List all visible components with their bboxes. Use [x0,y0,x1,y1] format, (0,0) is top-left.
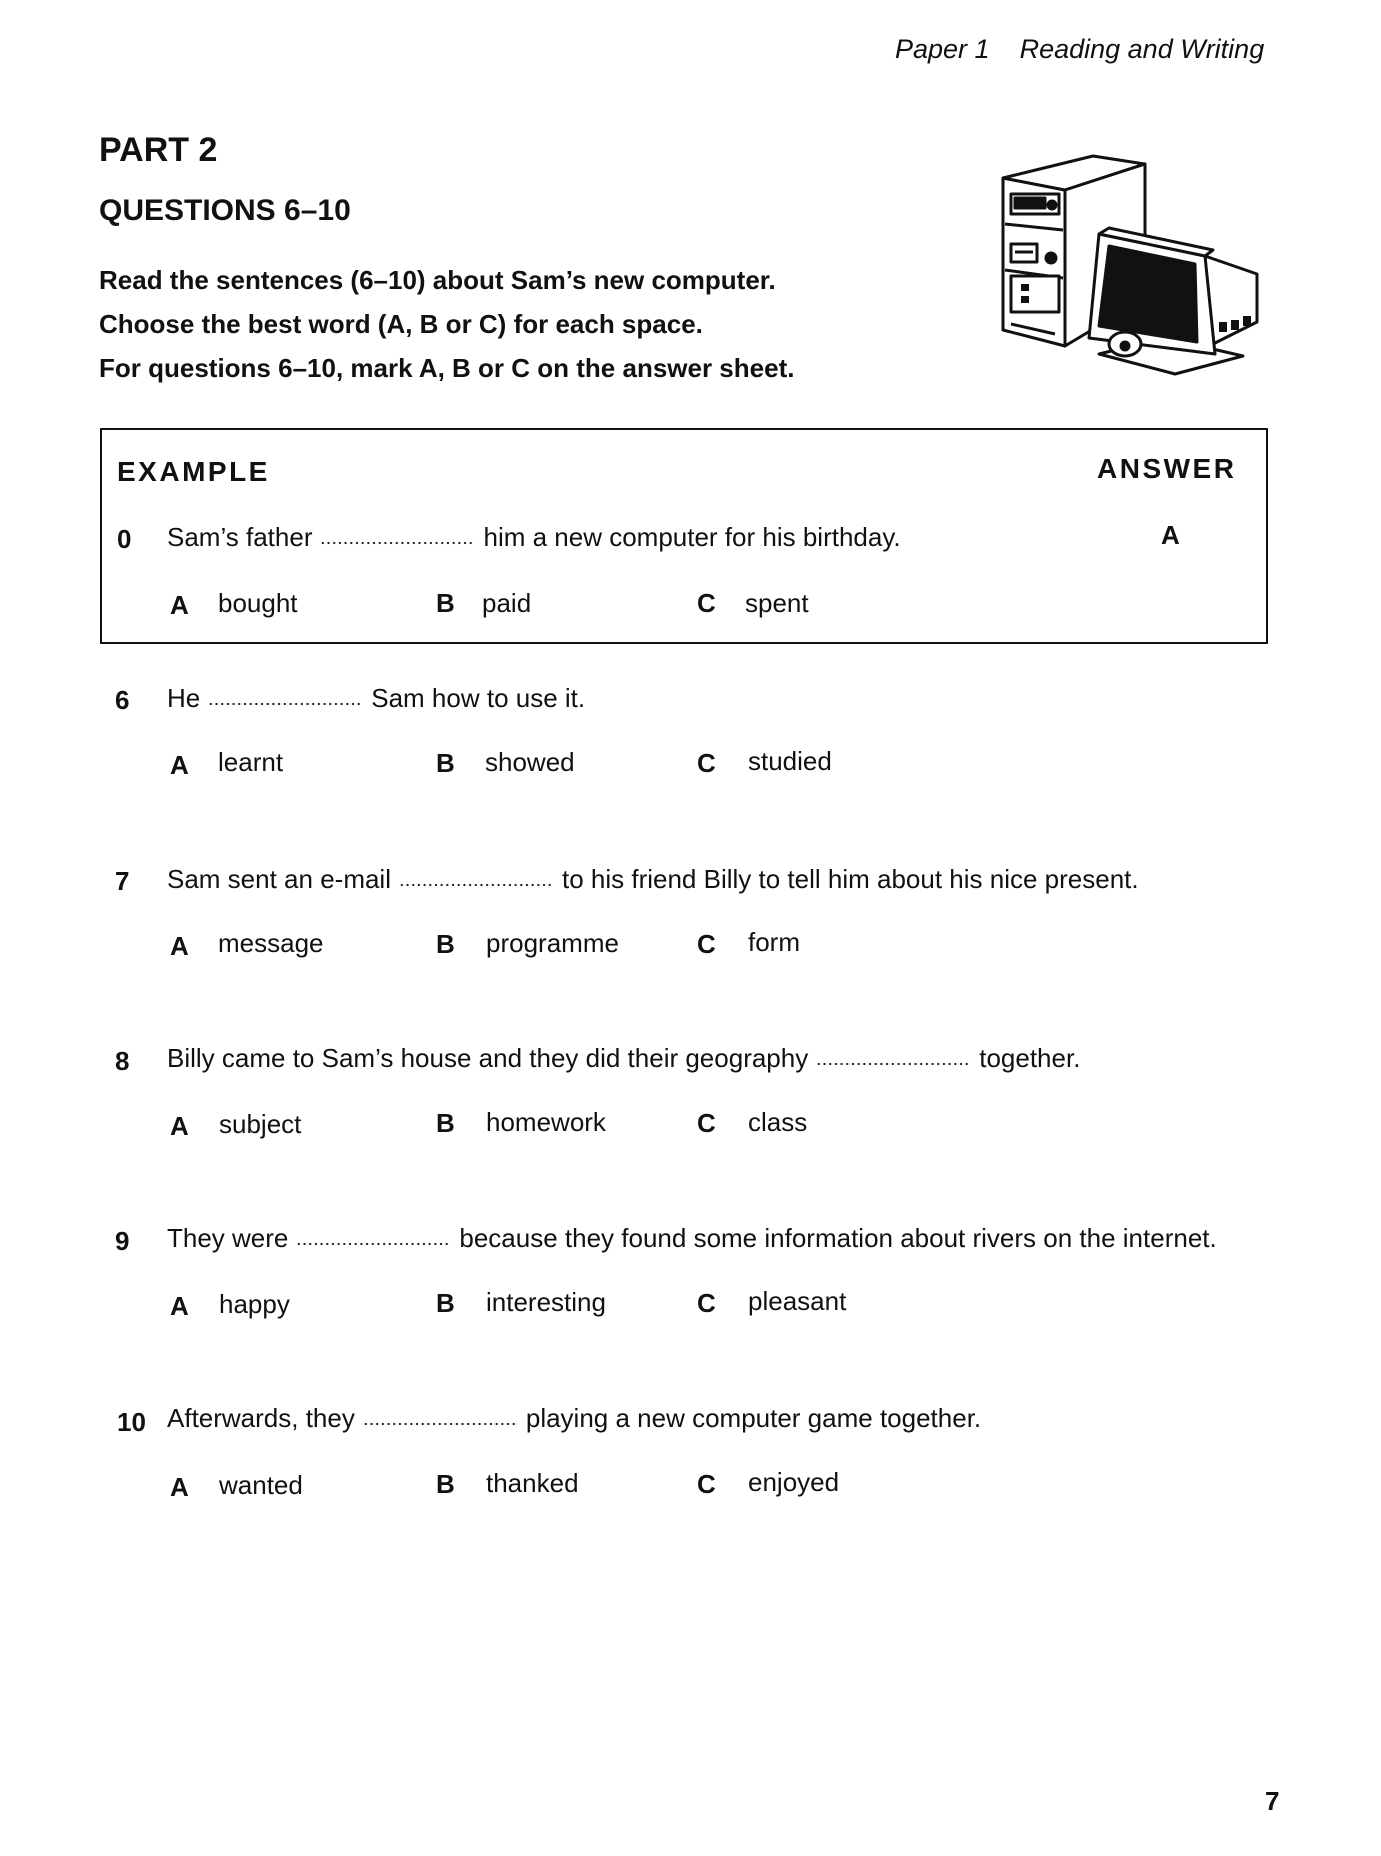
option-word: learnt [218,747,284,777]
option-a[interactable]: A [170,1291,189,1321]
option-a[interactable]: A [170,1472,189,1502]
option-a[interactable]: A [170,750,189,780]
questions-range-title: QUESTIONS 6–10 [99,194,351,227]
section-label: Reading and Writing [1019,34,1265,64]
blank-dots [363,1421,518,1427]
sentence-before: He [167,683,201,713]
instruction-line: Read the sentences (6–10) about Sam’s new computer. [99,265,776,295]
sentence-after: him a new computer for his birthday. [483,522,901,552]
instruction-line: For questions 6–10, mark A, B or C on the answer sheet. [99,353,795,383]
option-a[interactable]: A [170,1111,189,1141]
option-word: pleasant [748,1286,847,1316]
question-sentence [167,1403,981,1434]
question-number: 7 [115,866,130,896]
sentence-before: Sam sent an e-mail [167,864,391,894]
option-word: programme [486,928,619,958]
option-word: interesting [486,1287,606,1317]
option-c[interactable]: C [697,1108,716,1138]
option-b[interactable]: B [436,1288,455,1318]
option-word: studied [748,746,832,776]
option-word: happy [219,1289,290,1319]
example-sentence [167,522,901,553]
part-title: PART 2 [99,131,218,169]
blank-dots [296,1241,451,1247]
blank-dots [816,1061,971,1067]
example-answer: A [1161,520,1180,550]
option-word: homework [486,1107,606,1137]
option-b[interactable]: B [436,929,455,959]
running-header [895,34,1264,65]
sentence-before: They were [167,1223,289,1253]
sentence-after: to his friend Billy to tell him about his nice present. [561,864,1139,894]
option-letter: B [436,588,455,618]
blank-dots [399,882,554,888]
question-sentence [167,683,585,714]
page-number: 7 [1265,1786,1280,1816]
sentence-after: because they found some information about rivers on the internet. [459,1223,1217,1253]
example-label: EXAMPLE [117,456,270,487]
sentence-after: playing a new computer game together. [525,1403,982,1433]
option-c[interactable]: C [697,929,716,959]
option-word: thanked [486,1468,579,1498]
option-b[interactable]: B [436,1108,455,1138]
sentence-before: Afterwards, they [167,1403,355,1433]
option-letter: C [697,588,716,618]
option-b[interactable]: B [436,748,455,778]
option-letter: A [170,590,189,620]
option-b[interactable]: B [436,1469,455,1499]
option-word: paid [482,588,532,618]
option-word: message [218,928,324,958]
blank-dots [208,701,363,707]
option-c[interactable]: C [697,1288,716,1318]
option-word: spent [745,588,809,618]
question-number: 8 [115,1046,130,1076]
option-word: form [748,927,800,957]
question-sentence [167,1043,1080,1074]
computer-illustration-icon [995,148,1267,384]
question-number: 9 [115,1226,130,1256]
question-number: 6 [115,685,130,715]
instruction-line: Choose the best word (A, B or C) for each space. [99,309,703,339]
sentence-after: Sam how to use it. [371,683,586,713]
option-c[interactable]: C [697,1469,716,1499]
option-word: class [748,1107,808,1137]
sentence-before: Sam’s father [167,522,313,552]
question-sentence [167,864,1139,895]
sentence-after: together. [979,1043,1081,1073]
answer-label: ANSWER [1097,453,1237,484]
option-a[interactable]: A [170,931,189,961]
sentence-before: Billy came to Sam’s house and they did their geography [167,1043,809,1073]
question-number: 10 [117,1407,146,1437]
example-number: 0 [117,524,132,554]
question-sentence [167,1223,1217,1254]
option-word: wanted [219,1470,303,1500]
option-c[interactable]: C [697,748,716,778]
option-word: bought [218,588,298,618]
blank-dots [320,540,475,546]
option-word: showed [485,747,575,777]
option-word: subject [219,1109,302,1139]
option-word: enjoyed [748,1467,840,1497]
paper-label: Paper 1 [895,34,990,64]
instructions [99,258,794,390]
